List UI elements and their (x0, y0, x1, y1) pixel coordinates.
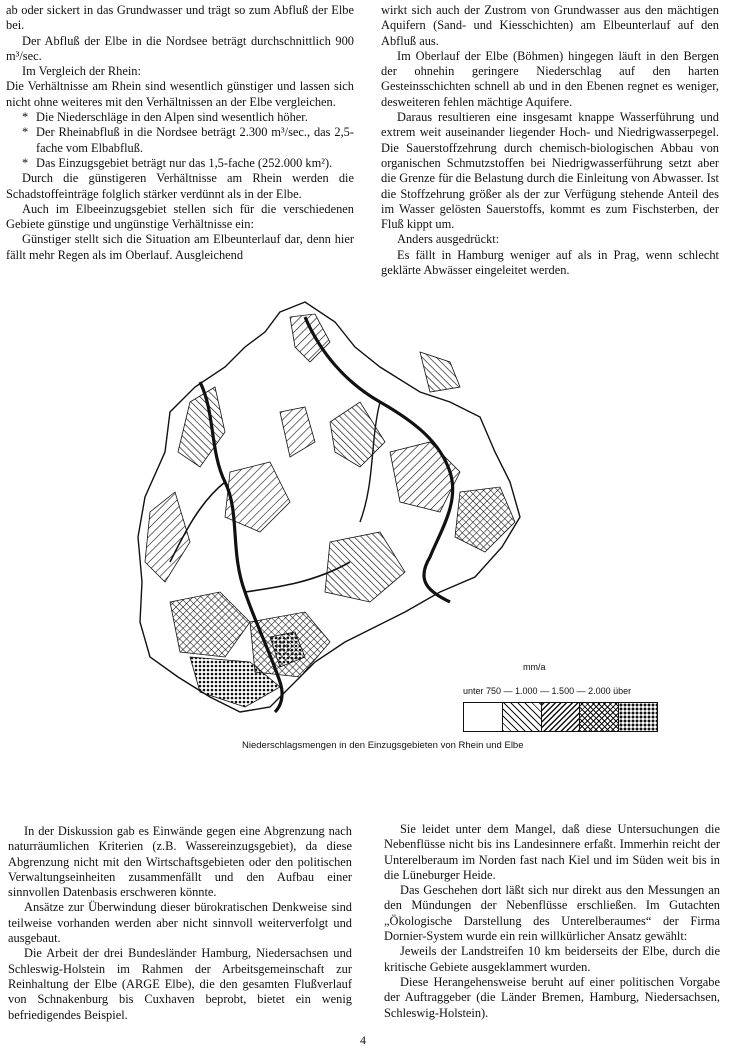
paragraph: Sie leidet unter dem Mangel, daß diese Untersuchungen die Nebenflüsse nicht bis ins Landesinnere erfaßt. Immerhin reicht der Unterelberaum im Norden fast nach Kiel und im Süden weit bis in die Lüneburger Heide. (384, 822, 720, 882)
paragraph: Diese Herangehensweise beruht auf einer politischen Vorgabe der Auftraggeber (die Länder Bremen, Hamburg, Niedersachsen, Schleswig-Holstein). (384, 974, 720, 1020)
paragraph: Jeweils der Landstreifen 10 km beiderseits der Elbe, durch die kritische Gebiete ausgeklammert wurden. (384, 944, 720, 974)
paragraph: Anders ausgedrückt: (397, 232, 500, 247)
paragraph: Die Arbeit der drei Bundesländer Hamburg, Niedersachsen und Schleswig-Holstein im Rahmen der Arbeitsgemeinschaft zur Reinhaltung der Elbe (ARGE Elbe), die den gesamten Flußverlauf von Schnakenburg bis Cuxhaven beprobt, bietet ein wenig befriedigendes Beispiel. (8, 946, 352, 1022)
paragraph: Ansätze zur Überwindung dieser bürokratischen Denkweise sind teilweise vorhanden werden aber nicht sinnvoll weiterverfolgt und ausgebaut. (8, 900, 352, 946)
paragraph: Die Verhältnisse am Rhein sind wesentlich günstiger und lassen sich nicht ohne weiteres mit den Verhältnissen an der Elbe vergleichen. (6, 79, 354, 109)
paragraph: Günstiger stellt sich die Situation am Elbeunterlauf dar, denn hier fällt mehr Regen als im Oberlauf. Ausgleichend (6, 232, 354, 262)
paragraph: * Die Niederschläge in den Alpen sind wesentlich höher. (6, 110, 354, 125)
page-number: 4 (360, 1033, 366, 1047)
paragraph: Auch im Elbeeinzugsgebiet stellen sich für die verschiedenen Gebiete günstige und ungünstige Verhältnisse ein: (6, 201, 354, 232)
paragraph: Daraus resultieren eine insgesamt knappe Wasserführung und extrem weit auseinander liegender Hoch- und Niedrigwasserpegel. Die Sauerstoffzehrung durch chemisch-biologischen Abbau von organischen Schmutzstoffen bei Niedrigwasserführung setzt aber die Grenze für die Belastung durch die Einleitung von Abwasser. Ist die Stoffzehrung größer als der zur Verfügung stehende Anteil des im Wasser gelösten Sauerstoffs, kommt es zum Fischsterben, der Fluß kippt um. (381, 110, 719, 232)
paragraph: Der Abfluß der Elbe in die Nordsee beträgt durchschnittlich 900 m³/sec. (6, 33, 354, 63)
paragraph: In der Diskussion gab es Einwände gegen eine Abgrenzung nach naturräumlichen Kriterien (z.B. Wassereinzugsgebiet), da diese Abgrenzung nicht mit den Wirtschaftsgebieten oder den politischen Verwaltungseinheiten zusammenfällt und den Aufbau einer sinnvollen Datenbasis erschweren könnte. (8, 824, 352, 900)
legend-scale: unter 750 — 1.000 — 1.500 — 2.000 über (463, 686, 632, 696)
legend-box-over-2000 (619, 703, 657, 731)
paragraph: Im Oberlauf der Elbe (Böhmen) hingegen läuft in den Bergen der ohnehin geringere Niederschlag auf den harten Gesteinsschichten schnell ab und in den Ebenen regnet es weniger, desweiteren fehlen mächtige Aquifere. (381, 48, 719, 109)
legend-unit: mm/a (523, 662, 546, 672)
text-column-top-right (381, 3, 719, 278)
paragraph: * Der Rheinabfluß in die Nordsee beträgt 2.300 m³/sec., das 2,5-fache vom Elbabfluß. (6, 125, 354, 156)
legend-box-1500-2000 (580, 703, 619, 731)
paragraph: Im Vergleich der Rhein: (22, 64, 141, 79)
paragraph: Es fällt in Hamburg weniger auf als in Prag, wenn schlecht geklärte Abwässer eingeleitet werden. (381, 247, 719, 278)
figure-caption: Niederschlagsmengen in den Einzugsgebieten von Rhein und Elbe (242, 740, 524, 751)
legend-boxes (463, 702, 658, 732)
paragraph: ab oder sickert in das Grundwasser und trägt so zum Abfluß der Elbe bei. (6, 3, 354, 33)
paragraph: * Das Einzugsgebiet beträgt nur das 1,5-fache (252.000 km²). (6, 156, 354, 171)
text-column-bottom-right (384, 822, 720, 1021)
paragraph: wirkt sich auch der Zustrom von Grundwasser aus den mächtigen Aquifern (Sand- und Kiesschichten) am Elbeunterlauf auf den Abfluß aus. (381, 3, 719, 48)
paragraph: Das Geschehen dort läßt sich nur direkt aus den Messungen an den Mündungen der Nebenflüsse erschließen. Im Gutachten „Ökologische Darstellung des Unterelberaumes“ der Firma Dornier-System wurde ein rein willkürlicher Ansatz gewählt: (384, 883, 720, 944)
legend-box-under-750 (464, 703, 503, 731)
text-column-bottom-left (8, 824, 352, 1023)
legend-box-750-1000 (503, 703, 542, 731)
legend-box-1000-1500 (542, 703, 581, 731)
text-column-top-left (6, 3, 354, 263)
paragraph: Durch die günstigeren Verhältnisse am Rhein werden die Schadstoffeinträge folglich stärker verdünnt als in der Elbe. (6, 171, 354, 201)
precipitation-map (130, 292, 690, 732)
precipitation-map-figure (130, 292, 690, 762)
